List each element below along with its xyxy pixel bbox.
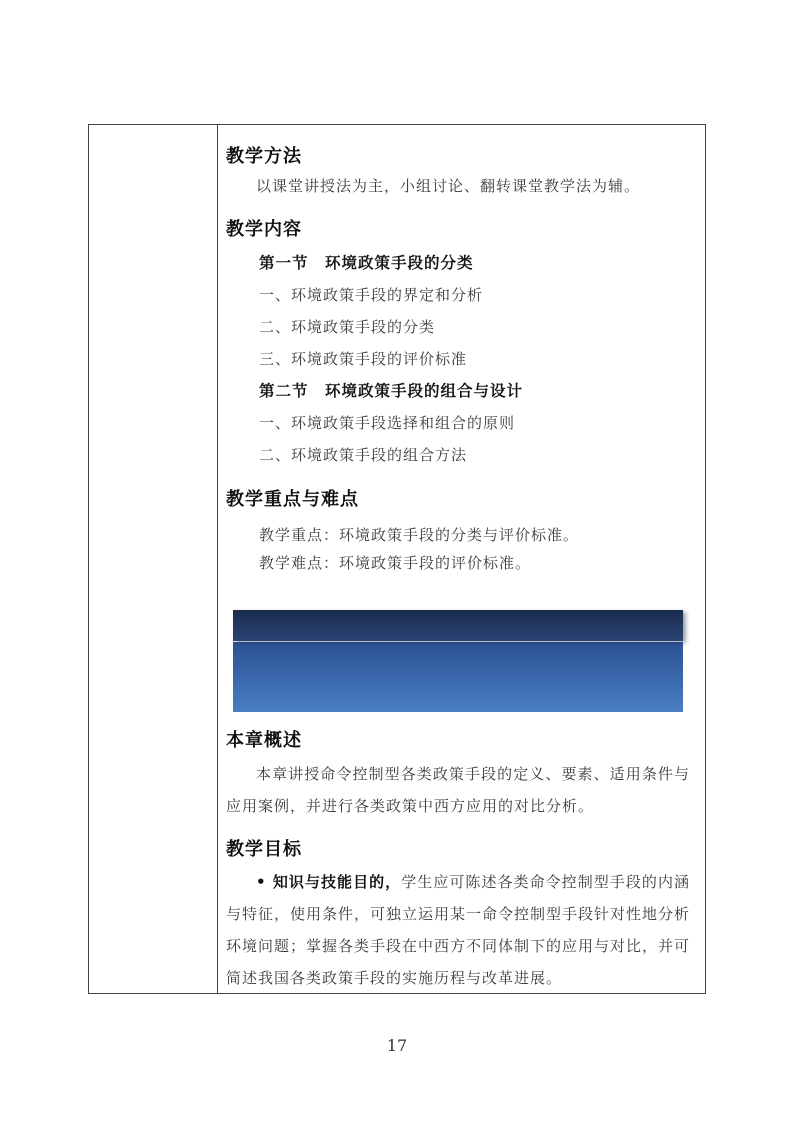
content-section-1-title: 第一节 环境政策手段的分类 <box>259 254 474 272</box>
teaching-method-body: 以课堂讲授法为主，小组讨论、翻转课堂教学法为辅。 <box>256 177 641 195</box>
chapter-overview-body: 本章讲授命令控制型各类政策手段的定义、要素、适用条件与应用案例，并进行各类政策中西方应用的对比分析。 <box>226 765 690 815</box>
content-item: 一、环境政策手段选择和组合的原则 <box>259 414 516 432</box>
teaching-goals-bullet <box>226 866 690 994</box>
syllabus-table <box>88 124 706 994</box>
heading-teaching-content: 教学内容 <box>226 219 302 240</box>
heading-teaching-method: 教学方法 <box>226 146 302 167</box>
page-number: 17 <box>386 1036 408 1055</box>
table-left-column <box>89 125 218 993</box>
content-item: 一、环境政策手段的界定和分析 <box>259 286 484 304</box>
difficult-point-line: 教学难点：环境政策手段的评价标准。 <box>259 554 532 572</box>
table-content-cell <box>218 125 705 993</box>
content-item: 二、环境政策手段的组合方法 <box>259 446 468 464</box>
goal-bullet-body: 学生应可陈述各类命令控制型手段的内涵与特征，使用条件，可独立运用某一命令控制型手段针对性地分析环境问题；掌握各类手段在中西方不同体制下的应用与对比，并可简述我国各类政策手段的实施历程与改革进展。 <box>226 873 691 987</box>
key-point-line: 教学重点：环境政策手段的分类与评价标准。 <box>259 526 580 544</box>
heading-chapter-overview: 本章概述 <box>226 730 302 751</box>
content-item: 二、环境政策手段的分类 <box>259 318 436 336</box>
outline-banner-tab <box>233 610 683 641</box>
content-section-2-title: 第二节 环境政策手段的组合与设计 <box>259 382 524 400</box>
heading-key-points: 教学重点与难点 <box>226 489 359 510</box>
content-item: 三、环境政策手段的评价标准 <box>259 350 468 368</box>
goal-bullet-lead: • 知识与技能目的， <box>256 873 402 891</box>
chapter-title-banner <box>233 642 683 712</box>
heading-teaching-goals: 教学目标 <box>226 839 302 860</box>
